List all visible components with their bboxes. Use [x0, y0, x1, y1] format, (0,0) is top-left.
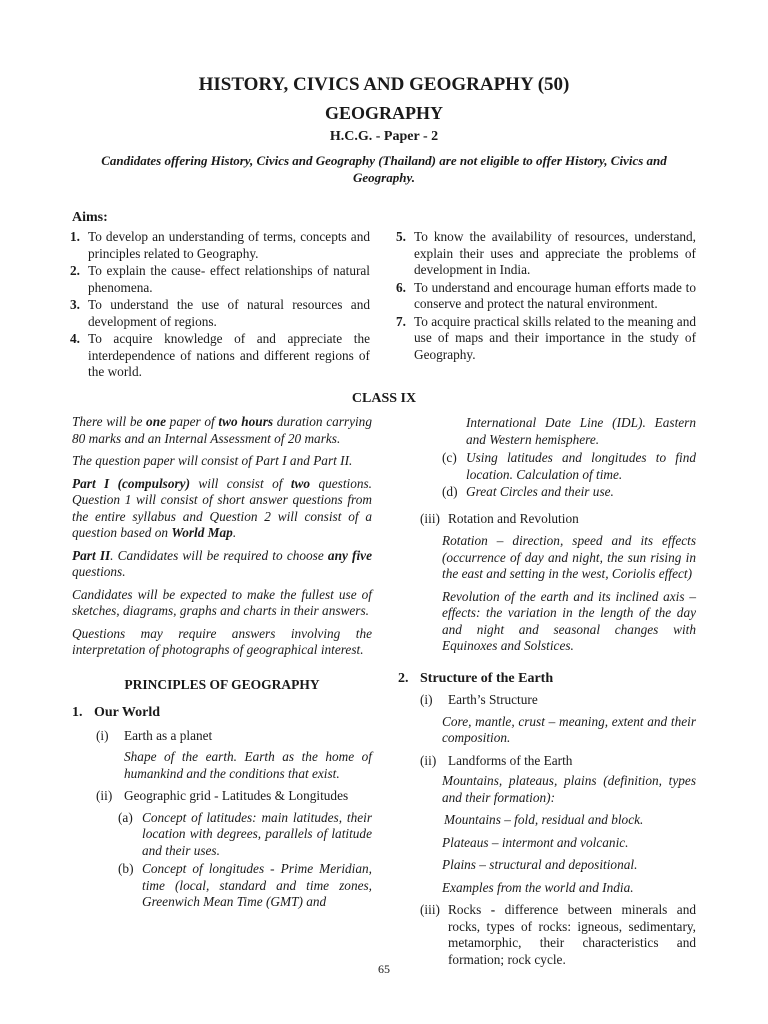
- aim-number: 7.: [396, 313, 406, 329]
- aim-text: To understand and encourage human efforts made to conserve and protect the natural environment.: [414, 279, 696, 311]
- aim-item: [396, 229, 696, 279]
- intro-paragraph: Questions may require answers involving the interpretation of photographs of geographical interest.: [72, 625, 372, 657]
- intro-paragraph: Part I (compulsory) will consist of two questions. Question 1 will consist of short answer questions from the entire syllabus and Question 2 will consist of a question based on World Map.: [72, 475, 373, 540]
- intro-paragraph: Candidates will be expected to make the fullest use of sketches, diagrams, graphs and charts in their answers.: [72, 586, 372, 618]
- subsection-text: Examples from the world and India.: [442, 879, 634, 895]
- subsection-text: Plateaus – intermont and volcanic.: [442, 834, 629, 850]
- subsection-heading: (iii) Rotation and Revolution: [420, 510, 579, 526]
- page-title: HISTORY, CIVICS AND GEOGRAPHY (50): [198, 74, 570, 95]
- subsection-text: Rotation – direction, speed and its effects (occurrence of day and night, the sun rising in the east and setting in the west, Coriolis effect): [442, 533, 696, 581]
- list-item-continued: International Date Line (IDL). Eastern and Western hemisphere.: [466, 415, 696, 447]
- aim-number: 6.: [396, 279, 406, 295]
- list-item: (b) Concept of longitudes - Prime Meridian, time (local, standard and time zones, Greenwich Mean Time (GMT) and: [118, 861, 372, 909]
- list-item: (a) Concept of latitudes: main latitudes, their location with degrees, parallels of latitude and their uses.: [118, 809, 372, 858]
- aim-number: 1.: [70, 229, 80, 244]
- aim-item: [70, 263, 370, 296]
- intro-paragraph: There will be one paper of two hours duration carrying 80 marks and an Internal Assessment of 20 marks.: [72, 414, 372, 446]
- aim-item: [70, 297, 370, 330]
- aim-text: To develop an understanding of terms, concepts and principles related to Geography.: [88, 229, 370, 261]
- class-heading: CLASS IX: [351, 391, 417, 406]
- subsection-heading: (ii) Landforms of the Earth: [420, 752, 573, 768]
- section-heading: 1. Our World: [72, 705, 161, 720]
- intro-paragraph: Part II. Candidates will be required to choose any five questions.: [72, 547, 372, 579]
- aim-item: [396, 314, 696, 364]
- aim-number: 3.: [70, 297, 80, 312]
- aims-heading: Aims:: [72, 210, 108, 225]
- aim-item: [70, 331, 370, 381]
- aim-text: To explain the cause- effect relationships of natural phenomena.: [88, 263, 370, 295]
- list-item: (d) Great Circles and their use.: [442, 484, 614, 499]
- subsection-heading: (iii) Rocks - difference between minerals and rocks, types of rocks: igneous, sedimentary, metamorphic, their characteristics and formation; rock cycle.: [420, 902, 696, 967]
- subsection-heading: (i) Earth as a planet: [96, 727, 213, 743]
- aim-item: [396, 280, 696, 313]
- aim-number: 2.: [70, 263, 80, 278]
- intro-paragraph: The question paper will consist of Part I and Part II.: [72, 453, 353, 468]
- subsection-text: Plains – structural and depositional.: [442, 857, 638, 872]
- aims-list-right: [396, 229, 696, 364]
- paper-code: H.C.G. - Paper - 2: [329, 129, 439, 144]
- aim-number: 5.: [396, 229, 406, 244]
- left-column: [72, 414, 372, 911]
- right-column: [398, 415, 696, 968]
- aim-item: [70, 229, 370, 262]
- aim-number: 4.: [70, 331, 80, 346]
- subsection-text: Shape of the earth. Earth as the home of humankind and the conditions that exist.: [124, 749, 372, 781]
- subsection-heading: (ii) Geographic grid - Latitudes & Longitudes: [96, 788, 349, 803]
- aim-text: To acquire knowledge of and appreciate the interdependence of nations and different regions of the world.: [88, 331, 370, 379]
- aim-text: To acquire practical skills related to the meaning and use of maps and their importance in the study of Geography.: [414, 313, 696, 362]
- aim-text: To know the availability of resources, understand, explain their uses and appreciate the problems of development in India.: [414, 229, 696, 277]
- aims-list-left: [70, 229, 370, 382]
- eligibility-notice: Candidates offering History, Civics and Geography (Thailand) are not eligible to offer History, Civics and Geography.: [101, 153, 667, 185]
- subsection-text: Core, mantle, crust – meaning, extent and their composition.: [442, 713, 696, 745]
- principles-heading: PRINCIPLES OF GEOGRAPHY: [124, 676, 320, 692]
- aim-text: To understand the use of natural resources and development of regions.: [88, 297, 370, 329]
- subsection-text: Mountains – fold, residual and block.: [444, 812, 644, 827]
- subsection-text: Revolution of the earth and its inclined axis – effects: the variation in the length of the day and night and seasonal changes with Equinoxes and Solstices.: [442, 588, 696, 653]
- subsection-heading: (i) Earth’s Structure: [420, 692, 538, 707]
- page-number: 65: [378, 962, 390, 976]
- list-item: (c) Using latitudes and longitudes to find location. Calculation of time.: [442, 450, 696, 482]
- section-heading: 2. Structure of the Earth: [398, 670, 554, 686]
- subsection-text: Mountains, plateaus, plains (definition, types and their formation):: [442, 773, 696, 805]
- subject-subtitle: GEOGRAPHY: [324, 103, 443, 123]
